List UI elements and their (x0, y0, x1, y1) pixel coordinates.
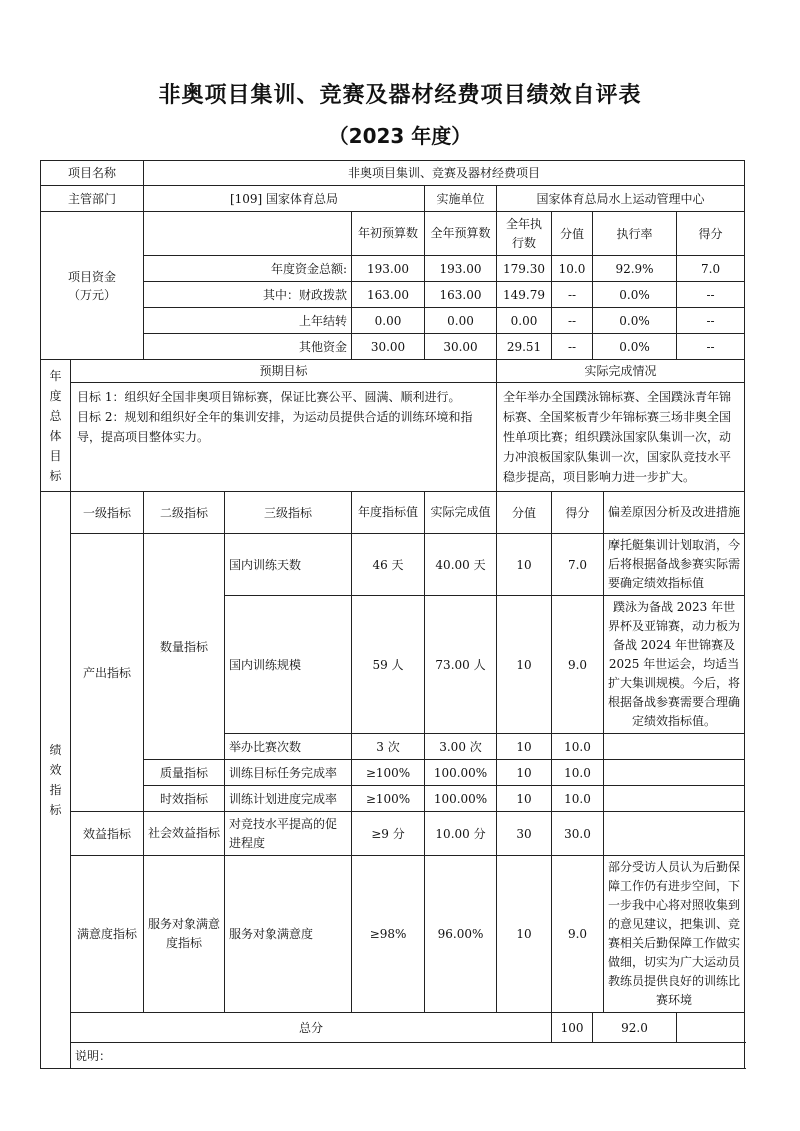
indicator-actual: 73.00 人 (425, 596, 497, 734)
page-title: 非奥项目集训、竞赛及器材经费项目绩效自评表 (158, 83, 642, 108)
funds-header-rate: 执行率 (593, 212, 677, 256)
funds-row-executed: 29.51 (497, 334, 552, 360)
dept-value: [109] 国家体育总局 (144, 186, 425, 212)
funds-row-weight: -- (552, 334, 593, 360)
quality-label: 质量指标 (144, 760, 225, 786)
funds-row-annual: 30.00 (425, 334, 497, 360)
indicator-actual: 100.00% (425, 786, 497, 812)
goals-side-label (41, 360, 71, 492)
funds-row-score: -- (677, 282, 745, 308)
goals-expected-header: 预期目标 (71, 360, 497, 383)
indicator-actual: 3.00 次 (425, 734, 497, 760)
funds-row (41, 256, 745, 282)
indicator-score: 9.0 (552, 596, 604, 734)
funds-header-score: 得分 (677, 212, 745, 256)
indicator-weight: 10 (497, 534, 552, 596)
indicator-note: 蹼泳为备战 2023 年世界杯及亚锦赛，动力板为备战 2024 年世锦赛及 2025 年世运会，均适当扩大集训规模。今后，将根据备战参赛需要合理确定绩效指标值。 (604, 596, 745, 734)
funds-row-name: 其中：财政拨款 (144, 282, 352, 308)
indicator-note (604, 734, 745, 760)
indicator-score: 7.0 (552, 534, 604, 596)
funds-row-name: 上年结转 (144, 308, 352, 334)
funds-row (41, 282, 745, 308)
funds-row-name: 年度资金总额: (144, 256, 352, 282)
indicator-row (41, 534, 745, 596)
goals-actual-text: 全年举办全国蹼泳锦标赛、全国蹼泳青年锦标赛、全国桨板青少年锦标赛三场非奥全国性单项比赛；组织蹼泳国家队集训一次，动力冲浪板国家队集训一次，国家队竞技水平稳步提高，项目影响力进一步扩大。 (497, 383, 745, 492)
funds-header-executed: 全年执行数 (497, 212, 552, 256)
goals-expected-cell (71, 383, 497, 492)
funds-row-initial: 0.00 (352, 308, 425, 334)
indicator-target: ≥9 分 (352, 812, 425, 856)
funds-row-annual: 163.00 (425, 282, 497, 308)
goal-2-text: 目标 2：规划和组织好全年的集训安排，为运动员提供合适的训练环境和指导，提高项目整体实力。 (77, 410, 473, 444)
indicators-side-text: 绩效指标 (49, 743, 62, 817)
service-label: 服务对象满意度指标 (144, 856, 225, 1013)
funds-row-name: 其他资金 (144, 334, 352, 360)
funds-header-annual: 全年预算数 (425, 212, 497, 256)
satisfaction-label: 满意度指标 (71, 856, 144, 1013)
funds-row-initial: 193.00 (352, 256, 425, 282)
indicator-actual: 100.00% (425, 760, 497, 786)
indicator-name: 训练计划进度完成率 (225, 786, 352, 812)
total-note (677, 1013, 745, 1043)
funds-row-score: 7.0 (677, 256, 745, 282)
indicator-name: 服务对象满意度 (225, 856, 352, 1013)
ind-header-level3: 三级指标 (225, 492, 352, 534)
indicator-actual: 10.00 分 (425, 812, 497, 856)
funds-label-line2: （万元） (68, 287, 117, 302)
funds-row-weight: -- (552, 308, 593, 334)
funds-label (41, 212, 144, 360)
ind-header-score: 得分 (552, 492, 604, 534)
project-name-label: 项目名称 (41, 161, 144, 186)
evaluation-table (40, 160, 745, 1069)
funds-row-weight: 10.0 (552, 256, 593, 282)
funds-row-rate: 0.0% (593, 334, 677, 360)
ind-header-note: 偏差原因分析及改进措施 (604, 492, 745, 534)
indicator-name: 对竞技水平提高的促进程度 (225, 812, 352, 856)
indicator-weight: 10 (497, 596, 552, 734)
indicator-row (41, 786, 745, 812)
ind-header-actual: 实际完成值 (425, 492, 497, 534)
indicator-actual: 40.00 天 (425, 534, 497, 596)
indicator-note: 部分受访人员认为后勤保障工作仍有进步空间，下一步我中心将对照收集到的意见建议，把集训、竞赛相关后勤保障工作做实做细，切实为广大运动员教练员提供良好的训练比赛环境 (604, 856, 745, 1013)
ind-header-level1: 一级指标 (71, 492, 144, 534)
ind-header-weight: 分值 (497, 492, 552, 534)
indicator-weight: 10 (497, 856, 552, 1013)
funds-row (41, 334, 745, 360)
indicator-target: ≥100% (352, 760, 425, 786)
indicator-note (604, 760, 745, 786)
unit-value: 国家体育总局水上运动管理中心 (497, 186, 745, 212)
unit-label: 实施单位 (425, 186, 497, 212)
indicator-note: 摩托艇集训计划取消，今后将根据备战参赛实际需要确定绩效指标值 (604, 534, 745, 596)
total-score: 92.0 (593, 1013, 677, 1043)
funds-header-blank (144, 212, 352, 256)
funds-row-annual: 193.00 (425, 256, 497, 282)
indicator-name: 举办比赛次数 (225, 734, 352, 760)
goals-actual-header: 实际完成情况 (497, 360, 745, 383)
indicator-note (604, 786, 745, 812)
funds-row-rate: 0.0% (593, 282, 677, 308)
indicator-row (41, 760, 745, 786)
indicator-weight: 10 (497, 734, 552, 760)
indicator-target: ≥98% (352, 856, 425, 1013)
indicator-target: ≥100% (352, 786, 425, 812)
indicator-score: 30.0 (552, 812, 604, 856)
funds-row-executed: 179.30 (497, 256, 552, 282)
indicator-actual: 96.00% (425, 856, 497, 1013)
indicator-note (604, 812, 745, 856)
project-name-value: 非奥项目集训、竞赛及器材经费项目 (144, 161, 745, 186)
indicator-target: 46 天 (352, 534, 425, 596)
indicator-name: 训练目标任务完成率 (225, 760, 352, 786)
funds-row-initial: 163.00 (352, 282, 425, 308)
indicator-target: 3 次 (352, 734, 425, 760)
indicators-side-label (41, 492, 71, 1069)
quantity-label: 数量指标 (144, 534, 225, 760)
funds-row-score: -- (677, 308, 745, 334)
indicator-name: 国内训练规模 (225, 596, 352, 734)
goal-1-text: 目标 1：组织好全国非奥项目锦标赛，保证比赛公平、圆满、顺利进行。 (77, 390, 461, 404)
indicator-row (41, 812, 745, 856)
indicator-weight: 30 (497, 812, 552, 856)
benefit-label: 效益指标 (71, 812, 144, 856)
goals-side-text: 年度总体目标 (49, 368, 62, 483)
total-label: 总分 (71, 1013, 552, 1043)
funds-header-initial: 年初预算数 (352, 212, 425, 256)
total-weight: 100 (552, 1013, 593, 1043)
social-label: 社会效益指标 (144, 812, 225, 856)
dept-label: 主管部门 (41, 186, 144, 212)
ind-header-level2: 二级指标 (144, 492, 225, 534)
indicator-target: 59 人 (352, 596, 425, 734)
funds-row-annual: 0.00 (425, 308, 497, 334)
funds-row-executed: 0.00 (497, 308, 552, 334)
ind-header-target: 年度指标值 (352, 492, 425, 534)
funds-row-rate: 0.0% (593, 308, 677, 334)
indicator-row (41, 856, 745, 1013)
funds-header-weight: 分值 (552, 212, 593, 256)
funds-label-line1: 项目资金 (68, 269, 117, 284)
indicator-score: 10.0 (552, 734, 604, 760)
note-label: 说明： (71, 1043, 745, 1069)
funds-row-initial: 30.00 (352, 334, 425, 360)
indicator-name: 国内训练天数 (225, 534, 352, 596)
indicator-score: 9.0 (552, 856, 604, 1013)
funds-row-weight: -- (552, 282, 593, 308)
timeliness-label: 时效指标 (144, 786, 225, 812)
funds-row-score: -- (677, 334, 745, 360)
indicator-score: 10.0 (552, 760, 604, 786)
page-subtitle: （2023 年度） (328, 124, 472, 148)
output-label: 产出指标 (71, 534, 144, 812)
funds-row-executed: 149.79 (497, 282, 552, 308)
indicator-weight: 10 (497, 786, 552, 812)
indicator-score: 10.0 (552, 786, 604, 812)
funds-row-rate: 92.9% (593, 256, 677, 282)
funds-row (41, 308, 745, 334)
indicator-weight: 10 (497, 760, 552, 786)
